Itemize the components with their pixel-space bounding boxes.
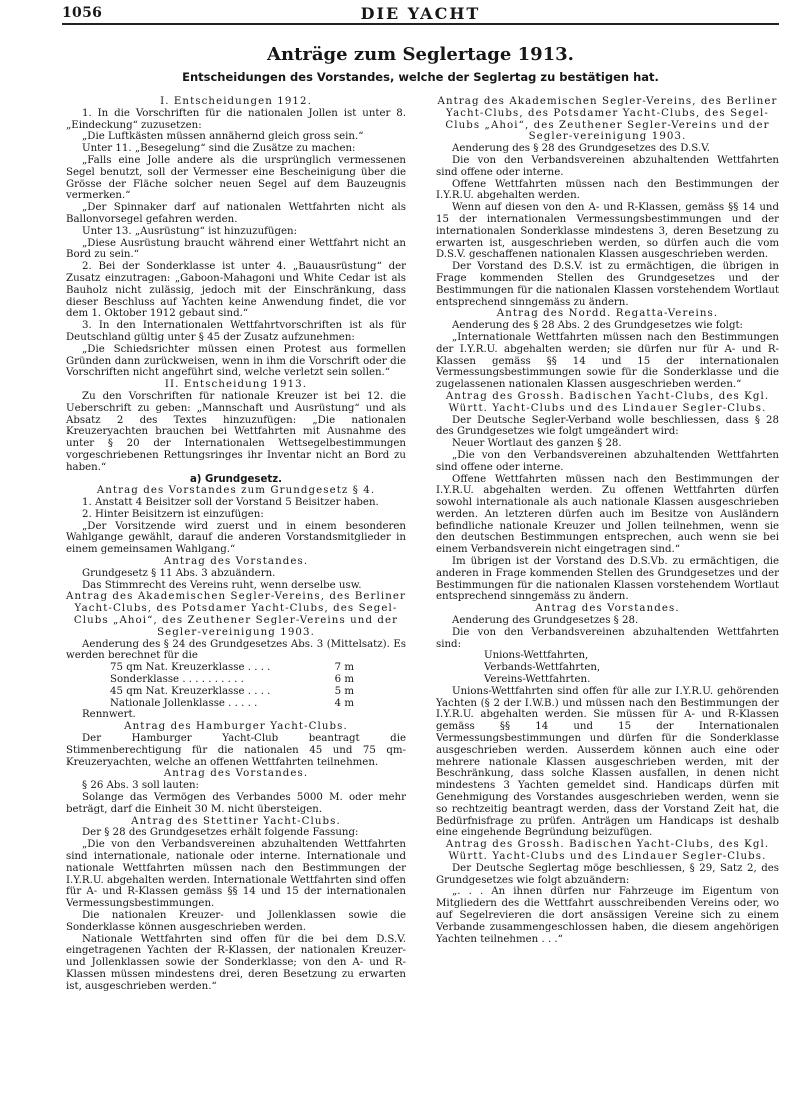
paragraph: „Die Luftkästen müssen annähernd gleich gross sein.“ bbox=[82, 131, 364, 143]
section-heading: Antrag des Akademischen Segler-Vereins, des Berliner Yacht-Clubs, des Potsdamer Yacht-Clubs, des Segel-Clubs „Ahoi“, des Zeuthener Segler-Vereins und der Segler-vereinigung 1903. bbox=[437, 96, 778, 143]
paragraph: Der Deutsche Seglertag möge beschliessen, § 29, Satz 2, des Grundgesetzes wie folgt abzuändern: bbox=[436, 862, 779, 886]
class-row bbox=[66, 662, 406, 674]
right-column bbox=[436, 96, 779, 945]
paragraph: Grundgesetz § 11 Abs. 3 abzuändern. bbox=[82, 567, 276, 579]
section-heading: II. Entscheidung 1913. bbox=[164, 379, 308, 391]
paragraph: „Der Spinnaker darf auf nationalen Wettfahrten nicht als Ballonvorsegel gefahren werden. bbox=[66, 202, 406, 225]
section-heading: Antrag des Grossh. Badischen Yacht-Clubs, des Kgl. Württ. Yacht-Clubs und des Lindauer Segler-Clubs. bbox=[445, 390, 770, 414]
section-heading: Antrag des Hamburger Yacht-Clubs. bbox=[124, 721, 348, 733]
paragraph: Aenderung des § 28 Abs. 2 des Grundgesetzes wie folgt: bbox=[452, 320, 743, 332]
paragraph: Der Deutsche Segler-Verband wolle beschliessen, dass § 28 des Grundgesetzes wie folgt umgeändert wird: bbox=[436, 414, 779, 438]
paragraph: Zu den Vorschriften für nationale Kreuzer ist bei 12. die Ueberschrift zu geben: „Mannschaft und Ausrüstung“ und als Absatz 2 des Textes hinzuzufügen: „Die nationalen Kreuzeryachten brauchen bei Wettfahrten mit Ausnahme des unter § 20 der Internationalen Wettsegelbestimmungen vorgeschriebenen Rettungsringes ihr Inventar nicht an Bord zu haben.“ bbox=[66, 390, 406, 473]
paragraph: „Diese Ausrüstung braucht während einer Wettfahrt nicht an Bord zu sein.“ bbox=[66, 237, 406, 261]
paragraph: 2. Hinter Beisitzern ist einzufügen: bbox=[82, 508, 264, 520]
paragraph: 1. Anstatt 4 Beisitzer soll der Vorstand 5 Beisitzer haben. bbox=[82, 497, 379, 509]
section-heading: Antrag des Vorstandes zum Grundgesetz § 4. bbox=[96, 485, 376, 497]
article-subtitle: Entscheidungen des Vorstandes, welche der Seglertag zu bestätigen hat. bbox=[182, 70, 659, 84]
section-heading: Antrag des Nordd. Regatta-Vereins. bbox=[496, 308, 719, 320]
paragraph: Solange das Vermögen des Verbandes 5000 M. oder mehr beträgt, darf die Einheit 30 M. nicht übersteigen. bbox=[66, 792, 406, 815]
section-heading: Antrag des Akademischen Segler-Vereins, des Berliner Yacht-Clubs, des Potsdamer Yacht-Clubs, des Segel-Clubs „Ahoi“, des Zeuthener Segler-Vereins und der Segler-vereinigung 1903. bbox=[66, 591, 406, 638]
paragraph: Aenderung des Grundgesetzes § 28. bbox=[452, 615, 639, 627]
section-heading: Antrag des Grossh. Badischen Yacht-Clubs, des Kgl. Württ. Yacht-Clubs und des Lindauer Segler-Clubs. bbox=[445, 839, 770, 862]
paragraph: „. . . An ihnen dürfen nur Fahrzeuge im Eigentum von Mitgliedern des die Wettfahrt ausschreibenden Vereins oder, wo auf Segelrevieren die dort ansässigen Vereine sich zu einem Verbande zusammengeschlossen haben, die diesem angehörigen Yachten teilnehmen . . .“ bbox=[436, 886, 779, 945]
paragraph: „Die von den Verbandsvereinen abzuhaltenden Wettfahrten sind internationale, nationale oder interne. Internationale und nationale Wettfahrten müssen nach den Bestimmungen der I.Y.R.U. abgehalten werden. Internationale Wettfahrten sind offen für A- und R-Klassen gemäss §§ 14 und 15 der internationalen Vermessungsbestimmungen. bbox=[66, 839, 406, 910]
paragraph: Aenderung des § 28 des Grundgesetzes des D.S.V. bbox=[452, 143, 710, 155]
class-value: 7 m bbox=[334, 662, 354, 674]
paragraph: „Die Schiedsrichter müssen einen Protest aus formellen Gründen dann zurückweisen, wenn in ihm die Vorschrift oder die Vorschriften nicht angeführt sind, welche verletzt sein sollen.“ bbox=[66, 343, 406, 379]
class-label: 75 qm Nat. Kreuzerklasse . . . . bbox=[110, 662, 271, 674]
left-column bbox=[66, 96, 406, 993]
class-row bbox=[66, 686, 406, 698]
class-value: 5 m bbox=[334, 685, 354, 697]
paragraph: 3. In den Internationalen Wettfahrtvorschriften ist als für Deutschland gültig unter § 45 der Zusatz aufzunehmen: bbox=[66, 320, 406, 343]
class-label: 45 qm Nat. Kreuzerklasse . . . . bbox=[110, 685, 271, 697]
paragraph: Nationale Wettfahrten sind offen für die bei dem D.S.V. eingetragenen Yachten der R-Klassen, der nationalen Kreuzer- und Jollenklassen sowie der Sonderklasse; von den A- und R-Klassen müssen mindestens drei, deren Besetzung zu erwarten ist, ausgeschrieben werden.“ bbox=[66, 933, 406, 992]
paragraph: Neuer Wortlaut des ganzen § 28. bbox=[452, 438, 622, 450]
class-value: 4 m bbox=[334, 697, 354, 709]
section-heading: Antrag des Vorstandes. bbox=[535, 603, 680, 615]
paragraph: Offene Wettfahrten müssen nach den Bestimmungen der I.Y.R.U. abgehalten werden. Zu offenen Wettfahrten dürfen sowohl internationale als auch nationale Klassen ausgeschrieben werden. An letzteren dürfen auch im Besitze von Ausländern befindliche nationale Kreuzer und Jollen teilnehmen, wenn sie den deutschen Bestimmungen entsprechen, auch wenn sie bei einem Verbandsverein nicht eingetragen sind.“ bbox=[436, 473, 779, 556]
paragraph: 2. Bei der Sonderklasse ist unter 4. „Bauausrüstung“ der Zusatz einzutragen: „Gaboon-Mahagoni und White Cedar ist als Bauholz nicht zulässig, jedoch mit der Einschränkung, dass dieser Beschluss auf Yachten keine Anwendung findet, die vor dem 1. Oktober 1912 gebaut sind.“ bbox=[66, 261, 406, 320]
paragraph: Im übrigen ist der Vorstand des D.S.Vb. zu ermächtigen, die anderen in Frage kommenden Stellen des Grundgesetzes und der Bestimmungen für die nationalen Klassen vorstehendem Wortlaut entsprechend sinngemäss zu ändern. bbox=[436, 556, 779, 603]
class-label: Nationale Jollenklasse . . . . . bbox=[110, 697, 258, 709]
class-label: Sonderklasse . . . . . . . . . . bbox=[110, 674, 244, 686]
paragraph: Unter 13. „Ausrüstung“ ist hinzuzufügen: bbox=[82, 225, 298, 237]
section-heading: Antrag des Vorstandes. bbox=[163, 768, 309, 780]
list-item: Verbands-Wettfahrten, bbox=[484, 662, 601, 674]
paragraph: Aenderung des § 24 des Grundgesetzes Abs. 3 (Mittelsatz). Es werden berechnet für die bbox=[66, 638, 406, 662]
paragraph: Unions-Wettfahrten sind offen für alle zur I.Y.R.U. gehörenden Yachten (§ 2 der I.W.B.) und müssen nach den Bestimmungen der I.Y.R.U. abgehalten werden. Sie müssen für A- und R-Klassen gemäss §§ 14 und 15 der Internationalen Vermessungsbestimmungen und dürfen für die Sonderklasse ausgeschrieben werden. Ausserdem können auch eine oder mehrere nationale Klassen ausgeschrieben werden, mit der Beschränkung, dass solche Klassen ausfallen, in denen nicht mindestens 3 Yachten gemeldet sind. Handicaps dürfen mit Genehmigung des Vorstandes ausgeschrieben werden, wenn sie so rechtzeitig beantragt werden, dass der Vorstand Zeit hat, die Bedürfnisfrage zu prüfen. Anträgen um Handicaps ist deshalb eine eingehende Begründung beizufügen. bbox=[436, 685, 779, 839]
paragraph: § 26 Abs. 3 soll lauten: bbox=[82, 780, 199, 792]
paragraph: Wenn auf diesen von den A- und R-Klassen, gemäss §§ 14 und 15 der internationalen Vermessungsbestimmungen und der internationalen Sonderklasse mindestens 3, deren Besetzung zu erwarten ist, ausgeschrieben werden, so dürfen auch die vom D.S.V. geschaffenen nationalen Klassen ausgeschrieben werden. bbox=[436, 202, 779, 261]
paragraph: Das Stimmrecht des Vereins ruht, wenn derselbe usw. bbox=[82, 579, 362, 591]
class-row bbox=[66, 674, 406, 686]
paragraph: Unter 11. „Besegelung“ sind die Zusätze zu machen: bbox=[82, 143, 356, 155]
paragraph: Die nationalen Kreuzer- und Jollenklassen sowie die Sonderklasse können ausgeschrieben werden. bbox=[66, 909, 406, 933]
section-heading: Antrag des Stettiner Yacht-Clubs. bbox=[131, 815, 341, 827]
class-row bbox=[66, 698, 406, 710]
paragraph: Der § 28 des Grundgesetzes erhält folgende Fassung: bbox=[82, 827, 359, 839]
subsection-heading: a) Grundgesetz. bbox=[189, 473, 283, 485]
section-heading: I. Entscheidungen 1912. bbox=[160, 96, 312, 107]
list-item: Vereins-Wettfahrten. bbox=[484, 674, 591, 686]
paragraph: Rennwert. bbox=[82, 709, 136, 721]
paragraph: 1. In die Vorschriften für die nationalen Jollen ist unter 8. „Eindeckung“ zuzusetzen: bbox=[66, 107, 406, 131]
paragraph: „Die von den Verbandsvereinen abzuhaltenden Wettfahrten sind offene oder interne. bbox=[436, 449, 779, 473]
article-title: Anträge zum Seglertage 1913. bbox=[267, 44, 574, 65]
page-number: 1056 bbox=[62, 5, 103, 21]
paragraph: Die von den Verbandsvereinen abzuhaltenden Wettfahrten sind: bbox=[436, 626, 779, 650]
paragraph: Der Vorstand des D.S.V. ist zu ermächtigen, die übrigen in Frage kommenden Stellen des Grundgesetzes und der Bestimmungen für die nationalen Klassen vorstehendem Wortlaut entsprechend sinngemäss zu ändern. bbox=[436, 261, 779, 308]
paragraph: Die von den Verbandsvereinen abzuhaltenden Wettfahrten sind offene oder interne. bbox=[436, 154, 779, 178]
paragraph: Der Hamburger Yacht-Club beantragt die Stimmenberechtigung für die nationalen 45 und 75 qm-Kreuzeryachten, welche an offenen Wettfahrten teilnehmen. bbox=[66, 733, 406, 768]
paragraph: „Falls eine Jolle andere als die ursprünglich vermessenen Segel benutzt, soll der Vermesser eine Bescheinigung über die Grösse der Fläche solcher neuen Segel auf dem Bauzeugnis vermerken.“ bbox=[66, 154, 406, 202]
page-header bbox=[62, 5, 779, 25]
header-rule bbox=[62, 23, 779, 25]
paragraph: „Der Vorsitzende wird zuerst und in einem besonderen Wahlgange gewählt, darauf die anderen Vorstandsmitglieder in einem gemeinsamen Wahlgang.“ bbox=[66, 520, 406, 556]
paragraph: „Internationale Wettfahrten müssen nach den Bestimmungen der I.Y.R.U. abgehalten werden; sie dürfen nur für A- und R-Klassen gemäss §§ 14 und 15 der internationalen Vermessungsbestimmungen sowie für die Sonderklasse und die zugelassenen nationalen Klassen ausgeschrieben werden.“ bbox=[436, 331, 779, 391]
list-item: Unions-Wettfahrten, bbox=[484, 650, 589, 662]
paragraph: Offene Wettfahrten müssen nach den Bestimmungen der I.Y.R.U. abgehalten werden. bbox=[436, 178, 779, 202]
class-value: 6 m bbox=[334, 674, 354, 686]
section-heading: Antrag des Vorstandes. bbox=[163, 556, 309, 568]
running-title: DIE YACHT bbox=[360, 4, 481, 23]
